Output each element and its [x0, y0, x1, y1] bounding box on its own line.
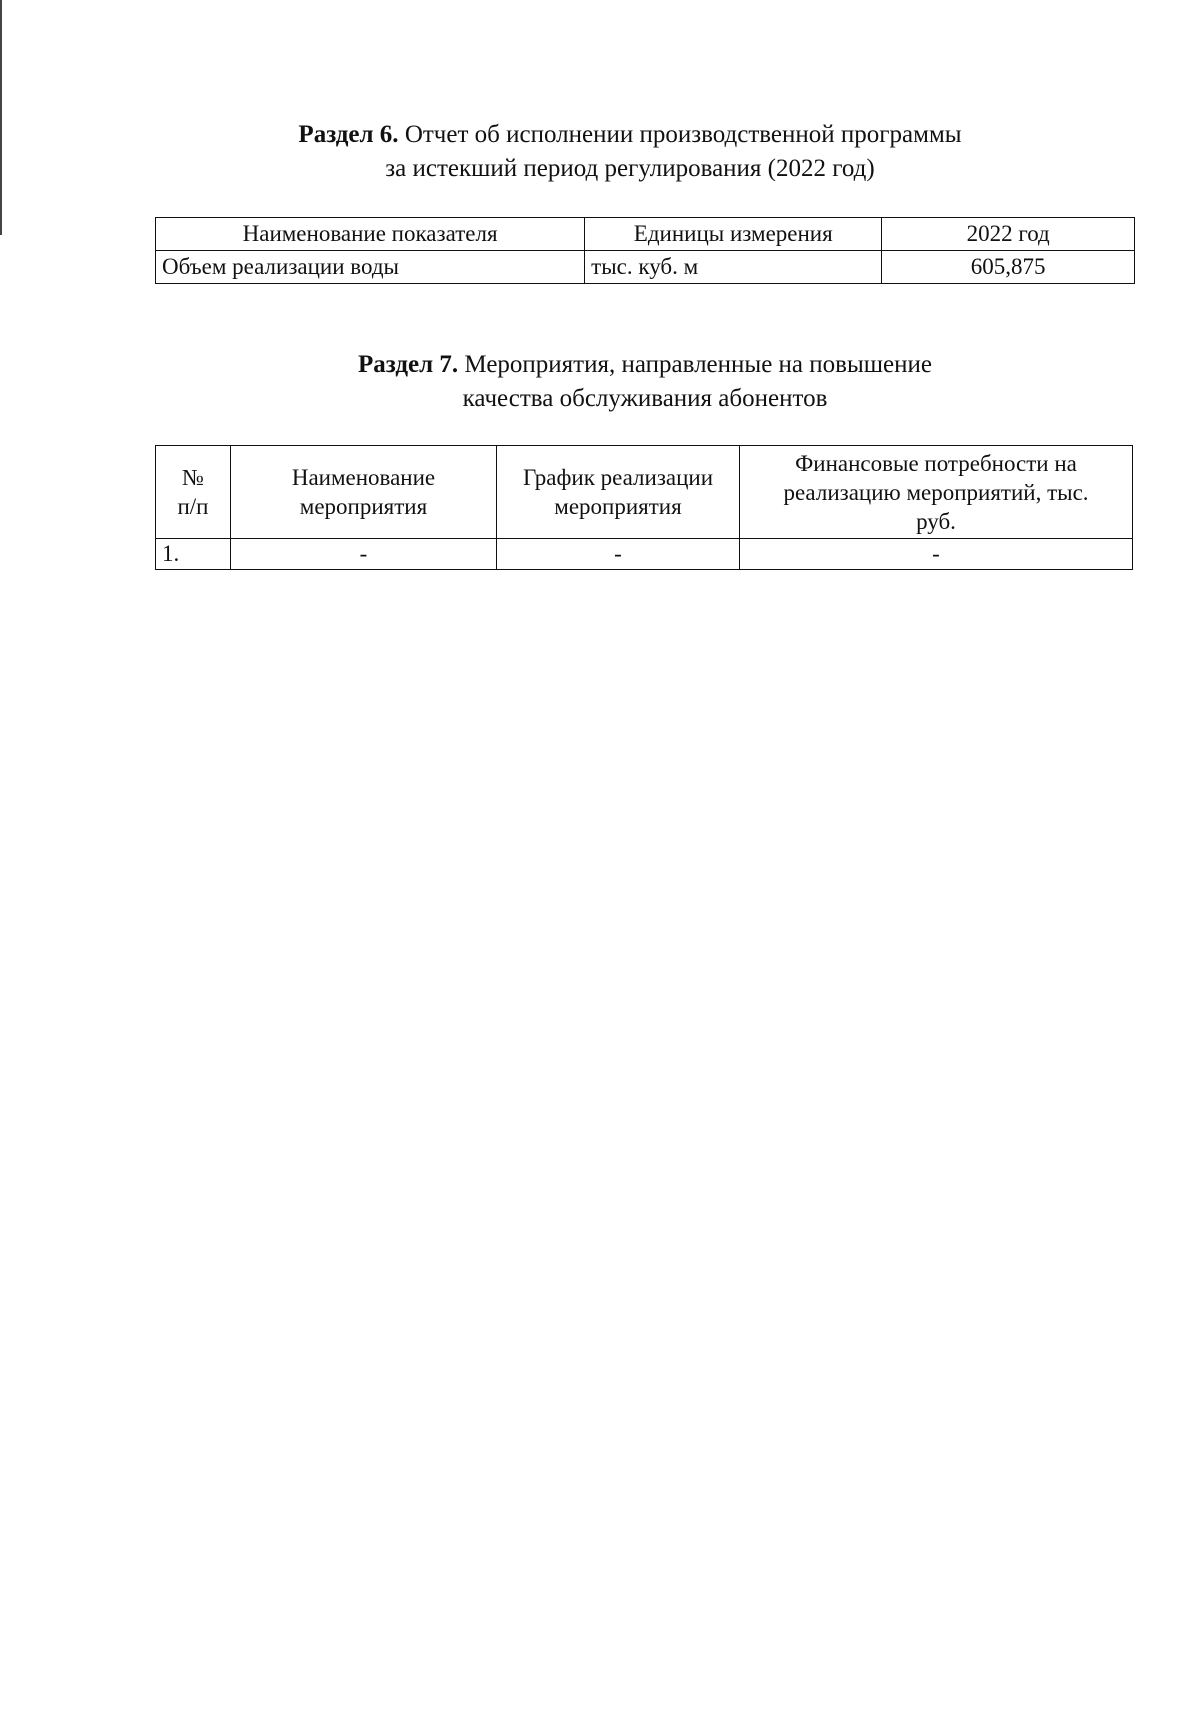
header-measure-name: Наименование мероприятия: [231, 446, 497, 539]
section-7-title-line1: Мероприятия, направленные на повышение: [464, 351, 932, 378]
section-6-label: Раздел 6.: [298, 121, 399, 148]
section-6-title-line1: Отчет об исполнении производственной программы: [404, 121, 962, 148]
table-row: [156, 539, 1133, 570]
section-6-title-line2: за истекший период регулирования (2022 год): [385, 155, 875, 182]
header-indicator-name: Наименование показателя: [156, 218, 585, 251]
cell-indicator-name: Объем реализации воды: [156, 251, 585, 284]
header-schedule: График реализации мероприятия: [497, 446, 740, 539]
header-financial-needs: Финансовые потребности на реализацию мероприятий, тыс. руб.: [740, 446, 1133, 539]
service-quality-measures-table: [155, 445, 1133, 570]
cell-schedule: -: [497, 539, 740, 570]
section-7-title-line2: качества обслуживания абонентов: [462, 385, 828, 412]
cell-number: 1.: [156, 539, 231, 570]
table-header-row: [156, 446, 1133, 539]
cell-measure-name: -: [231, 539, 497, 570]
header-year: 2022 год: [882, 218, 1135, 251]
cell-value: 605,875: [882, 251, 1135, 284]
header-number: № п/п: [156, 446, 231, 539]
section-6-title: [140, 118, 1120, 186]
scan-edge-mark: [0, 0, 2, 235]
table-header-row: [156, 218, 1135, 251]
table-row: [156, 251, 1135, 284]
production-program-table: [155, 217, 1135, 284]
section-7-label: Раздел 7.: [358, 351, 459, 378]
header-units: Единицы измерения: [585, 218, 882, 251]
cell-units: тыс. куб. м: [585, 251, 882, 284]
cell-financial-needs: -: [740, 539, 1133, 570]
section-7-title: [155, 348, 1135, 416]
